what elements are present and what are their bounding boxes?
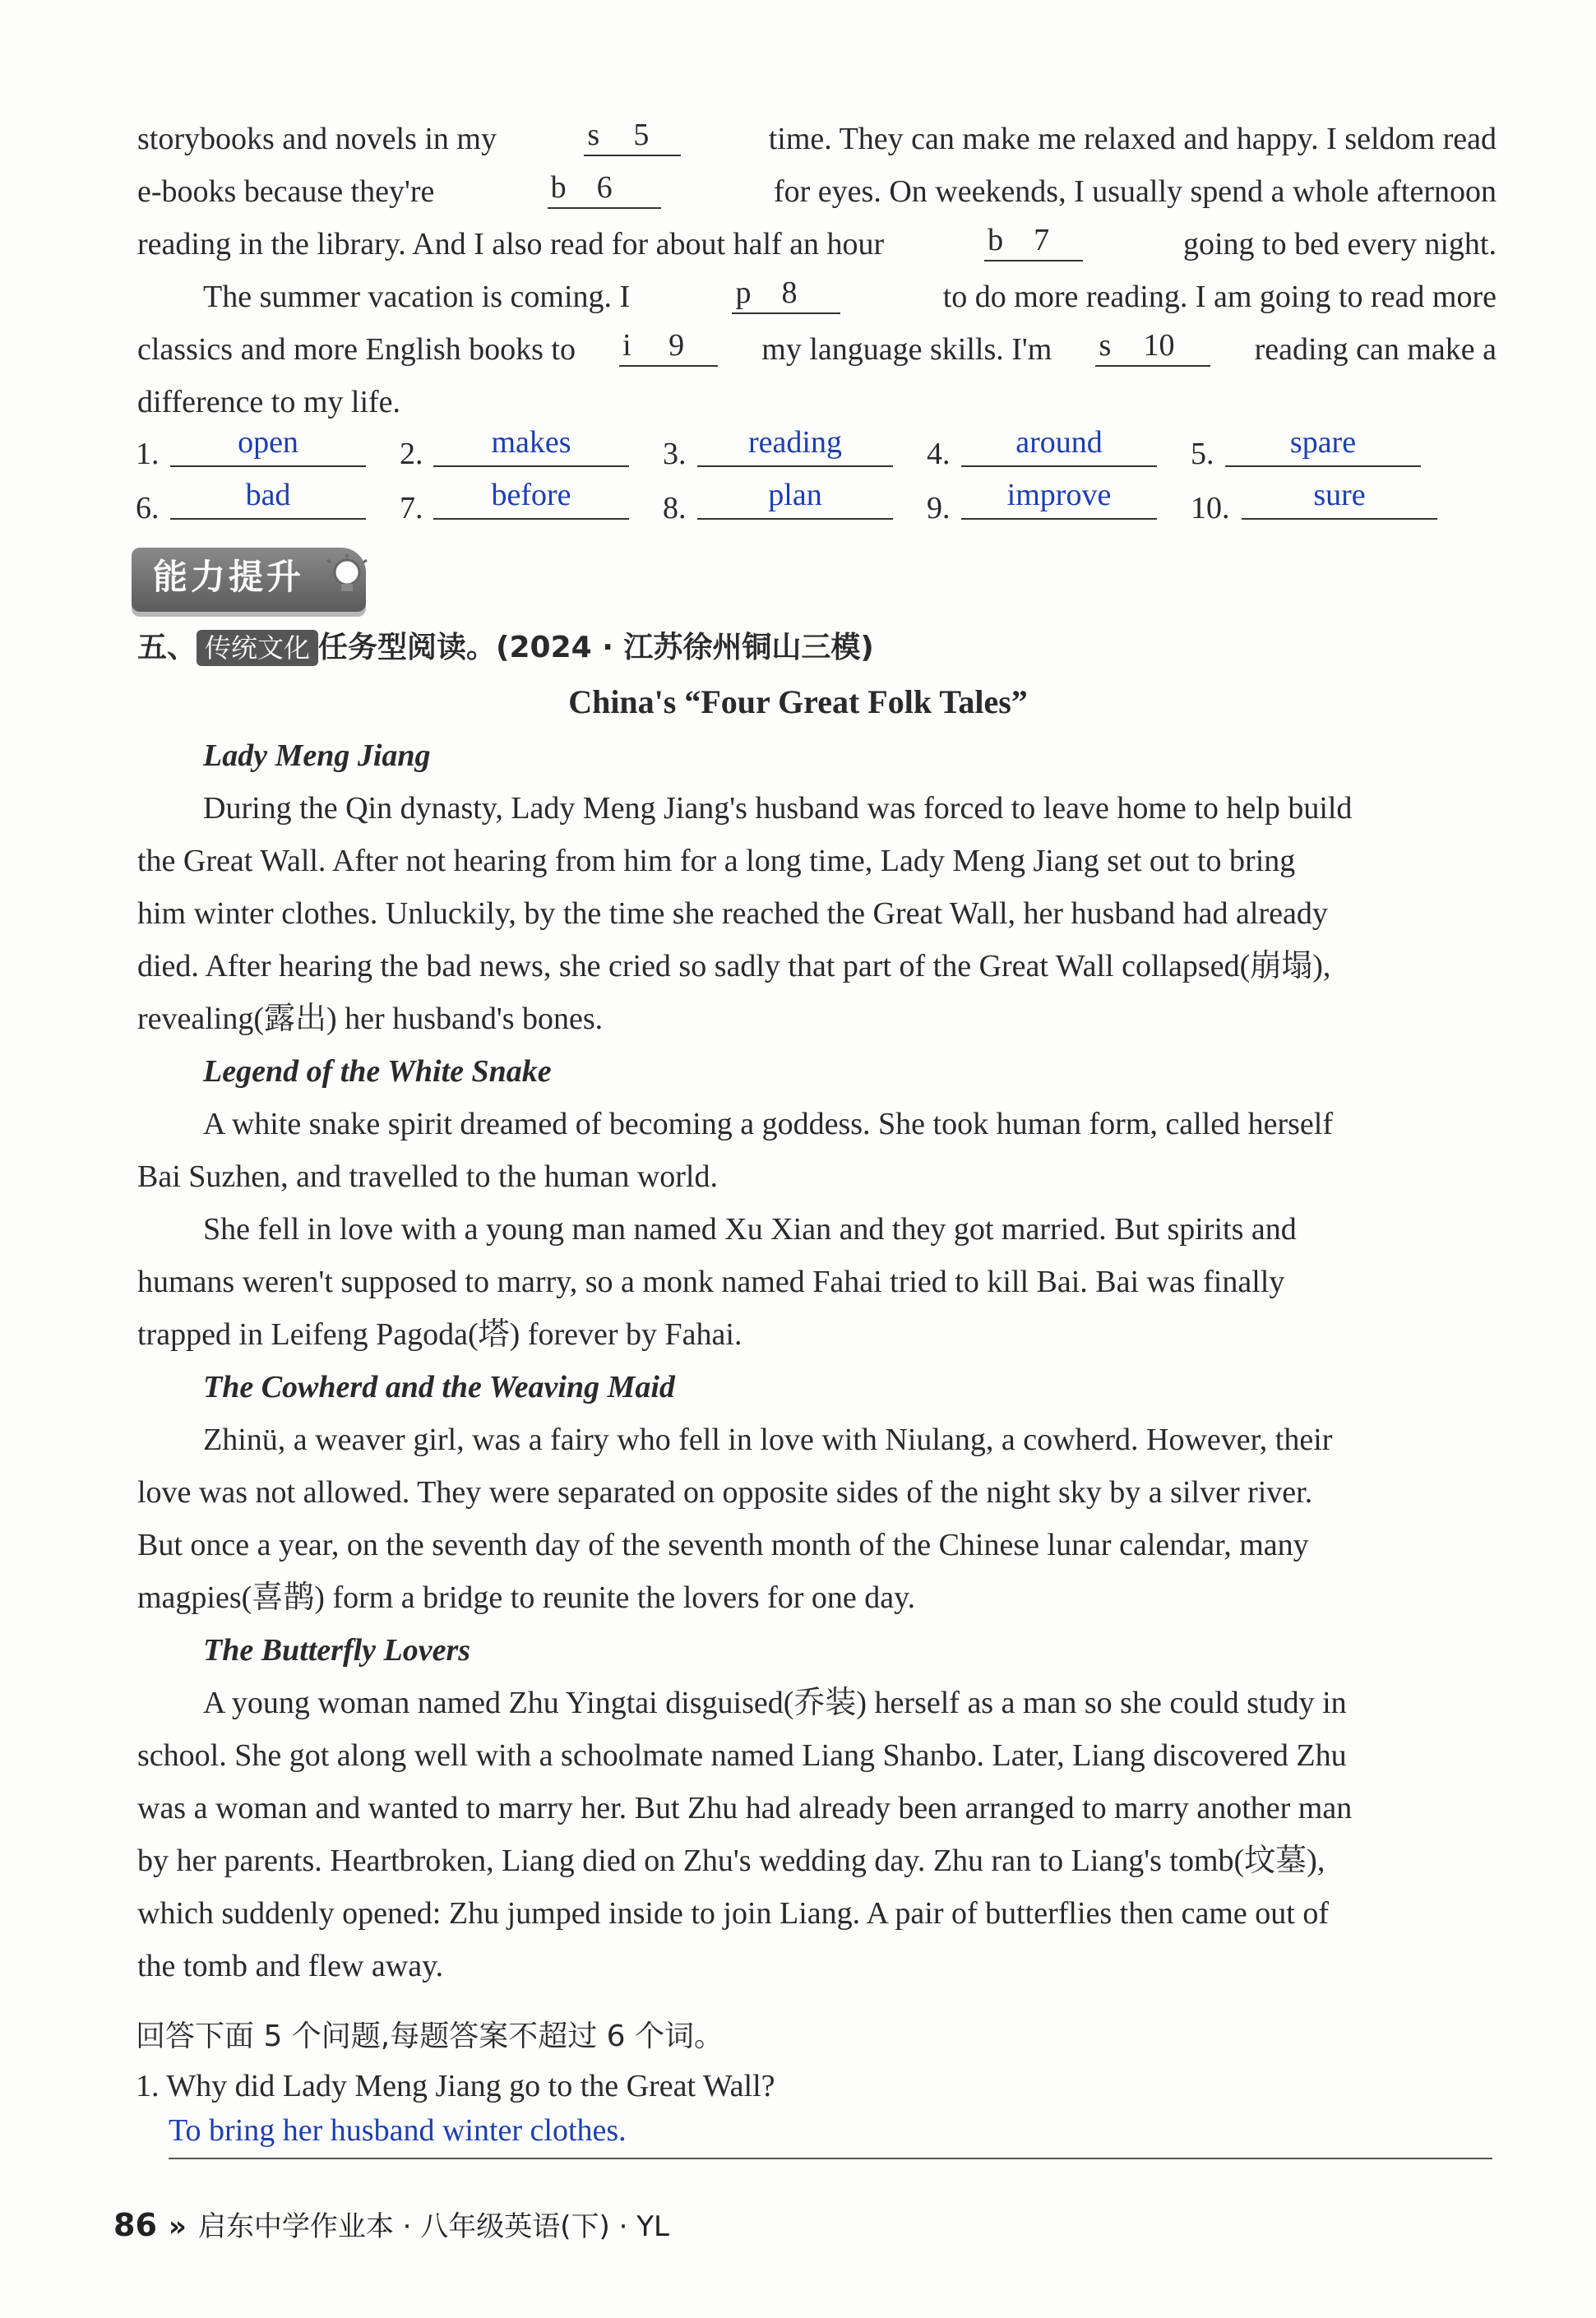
story-line: revealing(露出) her husband's bones.: [137, 1002, 604, 1036]
story-line: magpies(喜鹊) form a bridge to reunite the lovers for one day.: [137, 1580, 916, 1615]
passage-line: reading in the library. And I also read for about half an hour b 7 going to bed every night.: [137, 223, 1497, 261]
question-instructions: 回答下面 5 个问题,每题答案不超过 6 个词。: [136, 2020, 724, 2053]
story-title: The Butterfly Lovers: [203, 1633, 471, 1668]
answer-blank: sure: [1242, 479, 1437, 520]
lightbulb-icon: [325, 553, 369, 602]
story-line: humans weren't supposed to marry, so a monk named Fahai tried to kill Bai. Bai was finally: [137, 1265, 1285, 1299]
answer-blank: makes: [433, 426, 629, 467]
page-footer: [113, 2204, 669, 2244]
tradition-badge: 传统文化: [197, 630, 318, 666]
story-line: which suddenly opened: Zhu jumped inside to join Liang. A pair of butterflies then came out of: [137, 1896, 1329, 1931]
story-line: died. After hearing the bad news, she cried so sadly that part of the Great Wall collapsed(崩塌),: [137, 949, 1331, 983]
section-header: 能力提升: [132, 548, 366, 612]
answer-blank: improve: [961, 479, 1157, 520]
blank-8: p 8: [732, 276, 840, 314]
blank-7: b 7: [984, 224, 1083, 261]
passage-line: The summer vacation is coming. I p 8 to do more reading. I am going to read more: [203, 275, 1497, 314]
story-title: The Cowherd and the Weaving Maid: [203, 1370, 675, 1404]
passage-line: difference to my life.: [137, 385, 401, 419]
answer-blank: before: [433, 479, 629, 520]
story-line: A young woman named Zhu Yingtai disguised(乔装) herself as a man so she could study in: [203, 1686, 1347, 1720]
answer-number: 4.: [927, 437, 951, 471]
answer-blank: bad: [170, 479, 366, 520]
story-line: by her parents. Heartbroken, Liang died on Zhu's wedding day. Zhu ran to Liang's tomb(坟墓),: [137, 1844, 1325, 1878]
answer-number: 1.: [136, 437, 160, 471]
story-line: the Great Wall. After not hearing from him for a long time, Lady Meng Jiang set out to bring: [137, 844, 1296, 878]
answer-blank: reading: [697, 426, 893, 467]
blank-9: i 9: [619, 329, 718, 367]
answer-1: To bring her husband winter clothes.: [169, 2113, 627, 2148]
answer-number: 2.: [400, 437, 423, 471]
story-title: Legend of the White Snake: [203, 1054, 552, 1089]
answer-rule: [169, 2158, 1492, 2159]
story-line: But once a year, on the seventh day of the seventh month of the Chinese lunar calendar, many: [137, 1528, 1309, 1562]
answer-blank: plan: [697, 479, 893, 520]
answer-blank: spare: [1225, 426, 1421, 467]
passage-line: classics and more English books to i 9 my language skills. I'm s 10 reading can make a: [137, 328, 1497, 367]
answer-number: 7.: [400, 491, 423, 525]
story-line: Bai Suzhen, and travelled to the human world.: [137, 1159, 718, 1194]
answer-number: 10.: [1191, 491, 1230, 525]
answer-number: 9.: [927, 491, 951, 525]
task-heading: 五、 传统文化 任务型阅读。(2024 · 江苏徐州铜山三模): [137, 631, 874, 664]
story-line: Zhinü, a weaver girl, was a fairy who fell in love with Niulang, a cowherd. However, their: [203, 1423, 1333, 1457]
story-line: school. She got along well with a schoolmate named Liang Shanbo. Later, Liang discovered Zhu: [137, 1738, 1347, 1773]
passage-line: e-books because they're b 6 for eyes. On weekends, I usually spend a whole afternoon: [137, 170, 1497, 209]
story-line: A white snake spirit dreamed of becoming a goddess. She took human form, called herself: [203, 1107, 1333, 1141]
story-line: was a woman and wanted to marry her. But Zhu had already been arranged to marry another man: [137, 1791, 1353, 1825]
story-title: Lady Meng Jiang: [203, 738, 431, 773]
blank-6: b 6: [548, 171, 661, 209]
answer-number: 6.: [136, 491, 160, 525]
story-line: the tomb and flew away.: [137, 1949, 444, 1983]
answer-blank: open: [170, 426, 366, 467]
double-chevron-icon: »: [168, 2210, 187, 2243]
article-title: China's “Four Great Folk Tales”: [568, 683, 1028, 720]
passage-line: storybooks and novels in my s 5 time. They can make me relaxed and happy. I seldom read: [137, 118, 1497, 156]
question-1: 1. Why did Lady Meng Jiang go to the Great Wall?: [136, 2069, 775, 2103]
answer-number: 3.: [663, 437, 687, 471]
story-line: She fell in love with a young man named Xu Xian and they got married. But spirits and: [203, 1212, 1297, 1247]
story-line: him winter clothes. Unluckily, by the time she reached the Great Wall, her husband had already: [137, 896, 1328, 931]
page-number: 86: [113, 2207, 157, 2243]
blank-5: s 5: [584, 118, 681, 156]
answer-number: 8.: [663, 491, 687, 525]
story-line: love was not allowed. They were separated on opposite sides of the night sky by a silver river.: [137, 1475, 1313, 1510]
book-title: 启东中学作业本 · 八年级英语(下) · YL: [197, 2210, 669, 2243]
blank-10: s 10: [1095, 329, 1210, 367]
story-line: trapped in Leifeng Pagoda(塔) forever by Fahai.: [137, 1317, 742, 1352]
answer-number: 5.: [1191, 437, 1214, 471]
story-line: During the Qin dynasty, Lady Meng Jiang's husband was forced to leave home to help build: [203, 791, 1353, 826]
answer-blank: around: [961, 426, 1157, 467]
